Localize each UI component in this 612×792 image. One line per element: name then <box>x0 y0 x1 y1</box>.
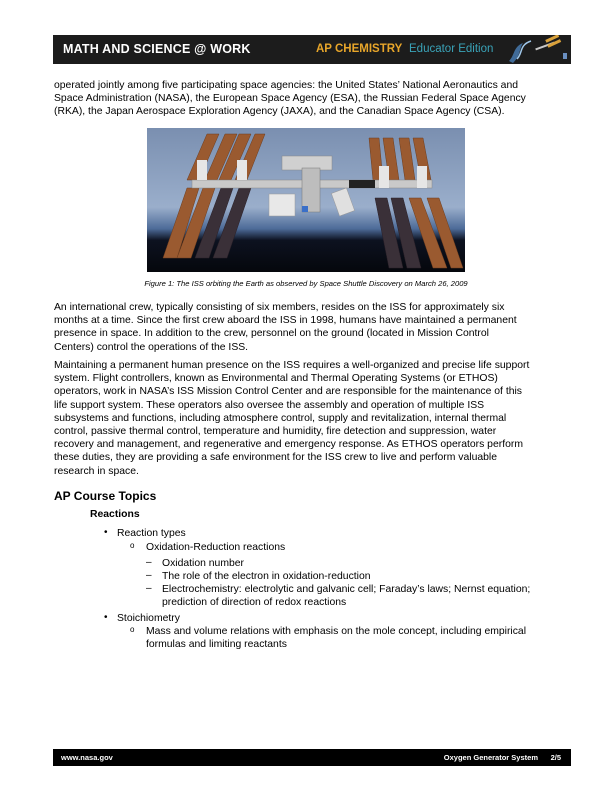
text-line: (RKA), the Japan Aerospace Exploration Agency (JAXA), and the Canadian Space Agency (CSA). <box>54 106 505 118</box>
text-line: control, passive thermal control, temperature and humidity, fire detection and suppression, water <box>54 426 497 438</box>
iss-image <box>147 128 465 272</box>
dash-icon: – <box>146 557 152 568</box>
page-number: 2/5 <box>550 753 561 762</box>
text-line: operators, work in NASA’s ISS Mission Control Center and are responsible for the maintenance of this <box>54 386 522 398</box>
header-brand: MATH AND SCIENCE @ WORK <box>63 42 251 56</box>
iss-photo <box>147 128 465 272</box>
topic-detail: Electrochemistry: electrolytic and galvanic cell; Faraday’s laws; Nernst equation; <box>162 584 531 595</box>
text-line: An international crew, typically consisting of six members, resides on the ISS for approximately six <box>54 302 505 313</box>
bullet-icon: • <box>104 612 108 623</box>
footer-title: Oxygen Generator System <box>443 753 538 762</box>
text-line: Centers) control the operations of the ISS. <box>54 341 249 353</box>
circle-bullet-icon: o <box>130 541 135 550</box>
topics-heading: AP Course Topics <box>54 489 157 503</box>
text-line: operated jointly among five participating space agencies: the United States’ National Aeronautics and <box>54 80 519 91</box>
text-line: research in space. <box>54 465 139 477</box>
topic-subitem: Oxidation-Reduction reactions <box>146 542 286 553</box>
topic-detail: The role of the electron in oxidation-reduction <box>162 571 371 582</box>
text-line: recovery and management, and regenerative and emergency response. As ETHOS operators perform <box>54 439 523 451</box>
text-line: Space Administration (NASA), the European Space Agency (ESA), the Russian Federal Space Agency <box>54 93 526 105</box>
dash-icon: – <box>146 570 152 581</box>
header-course: AP CHEMISTRY <box>316 43 403 55</box>
text-line: system. Flight controllers, known as Environmental and Thermal Operating Systems (or ETHOS) <box>54 373 498 385</box>
crew-paragraph <box>54 301 564 354</box>
text-line: months at a time. Since the first crew aboard the ISS in 1998, humans have maintained a permanent <box>54 315 517 327</box>
bullet-icon: • <box>104 527 108 538</box>
topic-item: Reaction types <box>117 528 186 539</box>
footer-url-link[interactable]: www.nasa.gov <box>61 753 113 762</box>
ethos-paragraph <box>54 359 564 478</box>
circle-bullet-icon: o <box>130 625 135 634</box>
topic-detail-cont: prediction of direction of redox reactions <box>162 597 347 608</box>
topic-item: Stoichiometry <box>117 613 180 624</box>
iss-logo-icon <box>505 35 571 64</box>
page-header <box>53 35 571 64</box>
text-line: subsystems and functions, including atmosphere control, supply and revitalization, internal thermal <box>54 412 507 424</box>
topic-subitem-cont: formulas and limiting reactants <box>146 639 287 650</box>
dash-icon: – <box>146 583 152 594</box>
text-line: these duties, they are providing a safe environment for the ISS crew to live and perform valuable <box>54 452 497 464</box>
intro-paragraph <box>54 79 564 119</box>
header-edition: Educator Edition <box>409 43 494 55</box>
text-line: Maintaining a permanent human presence on the ISS requires a well-organized and precise life support <box>54 360 530 371</box>
text-line: presence in space. In addition to the crew, personnel on the ground (located in Mission Control <box>54 328 489 340</box>
text-line: life support system. These operators also oversee the assembly and operation of multiple ISS <box>54 399 485 411</box>
figure-caption: Figure 1: The ISS orbiting the Earth as observed by Space Shuttle Discovery on March 26, 2009 <box>144 279 468 288</box>
topic-subitem: Mass and volume relations with emphasis on the mole concept, including empirical <box>146 626 527 637</box>
page-footer <box>53 749 571 766</box>
topic-detail: Oxidation number <box>162 558 245 569</box>
topics-subheading: Reactions <box>90 509 140 520</box>
